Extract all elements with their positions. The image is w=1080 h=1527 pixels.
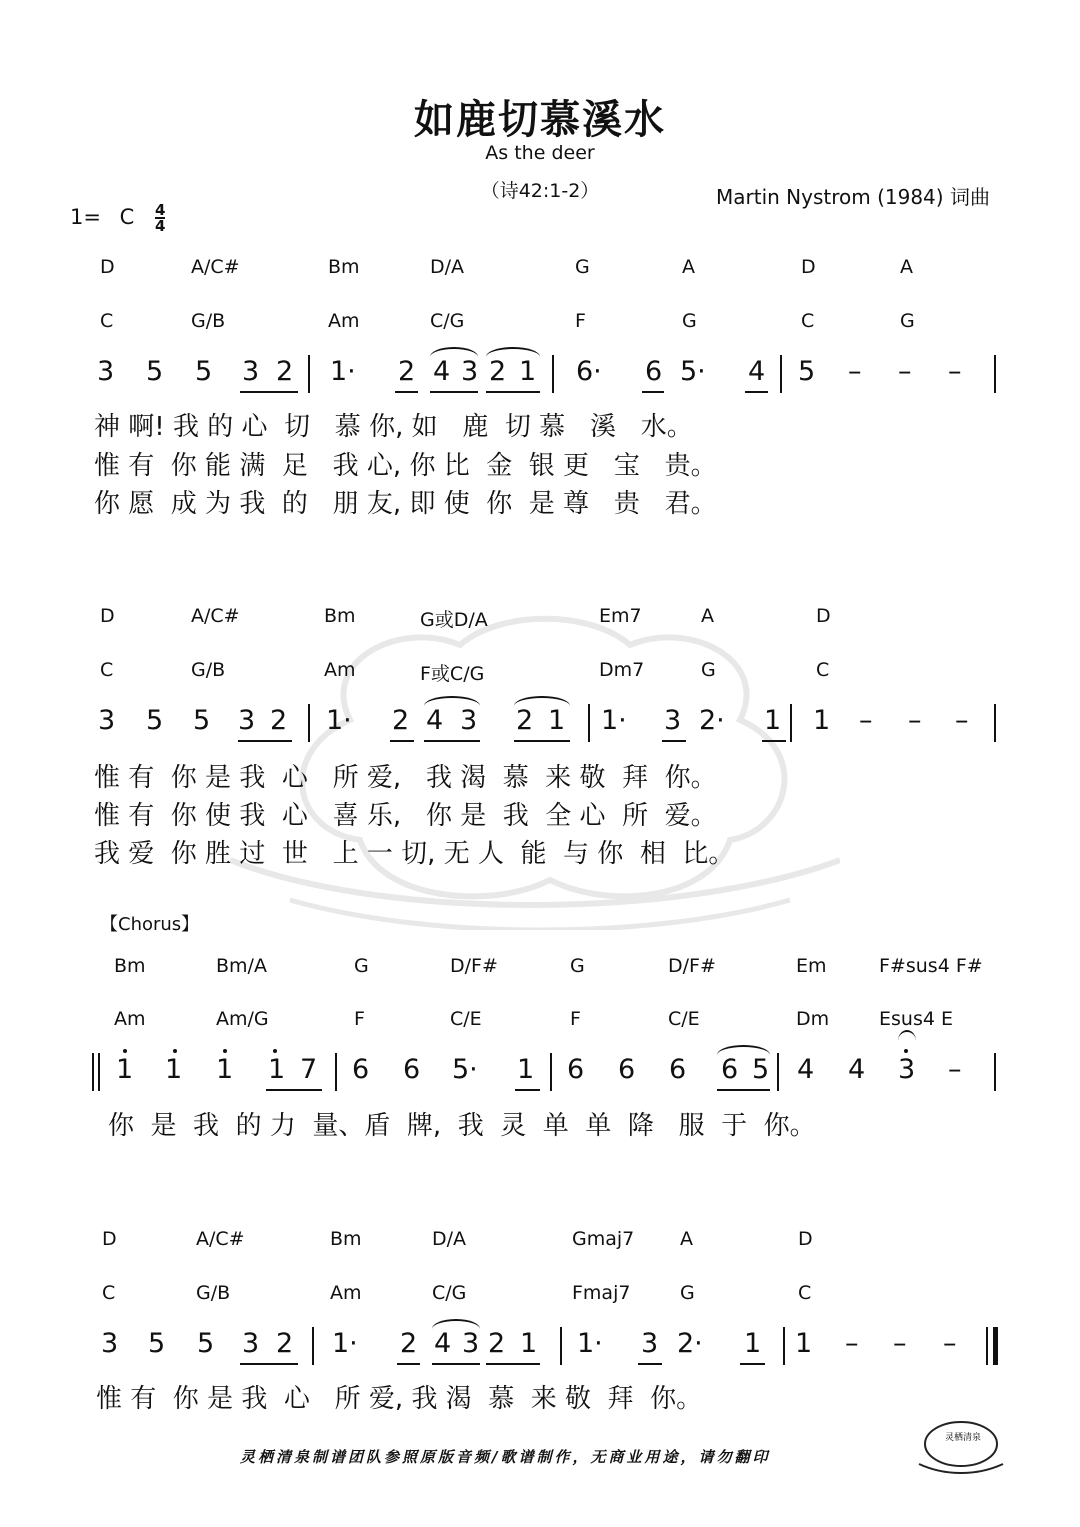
- note: 5: [146, 356, 164, 387]
- note: –: [848, 356, 862, 387]
- note: 6: [618, 1054, 636, 1085]
- note: 5: [197, 1328, 215, 1359]
- barline: [783, 1327, 785, 1365]
- note: 1: [520, 1328, 538, 1359]
- note: 3: [641, 1328, 659, 1359]
- barline: [777, 1053, 779, 1091]
- note: 3: [461, 356, 479, 387]
- chord-upper: A: [680, 1228, 693, 1250]
- note: 6: [567, 1054, 585, 1085]
- author-credit: Martin Nystrom (1984) 词曲: [716, 185, 990, 209]
- chord-upper: A/C#: [191, 605, 240, 627]
- chord-upper: G: [570, 955, 585, 977]
- chord-upper: D/F#: [450, 955, 498, 977]
- note: 5·: [452, 1054, 478, 1085]
- note: 1: [165, 1054, 183, 1085]
- note: 5: [148, 1328, 166, 1359]
- eighth-underline: [745, 391, 768, 393]
- note: 7: [300, 1054, 318, 1085]
- chord-lower: F: [575, 310, 586, 332]
- note: 1: [216, 1054, 234, 1085]
- note: 5: [146, 705, 164, 736]
- time-top: 4: [155, 201, 166, 219]
- note: 3: [98, 705, 116, 736]
- barline: [994, 355, 996, 393]
- chord-lower: C/G: [432, 1282, 467, 1304]
- note: 4: [848, 1054, 866, 1085]
- chord-lower: C: [100, 310, 114, 332]
- note: 2: [392, 705, 410, 736]
- chord-upper: G: [354, 955, 369, 977]
- barline: [335, 1053, 337, 1091]
- slur: [432, 1319, 480, 1329]
- note: 5: [798, 356, 816, 387]
- eighth-underline: [717, 1089, 770, 1091]
- barline: [780, 355, 782, 393]
- slur: [430, 347, 478, 357]
- chord-upper: Bm: [330, 1228, 362, 1250]
- chord-lower: G/B: [196, 1282, 231, 1304]
- note: 3: [97, 356, 115, 387]
- eighth-underline: [397, 1363, 420, 1365]
- note: 1: [517, 1054, 535, 1085]
- note: 1: [813, 705, 831, 736]
- slur: [486, 347, 540, 357]
- chord-upper: Bm: [114, 955, 146, 977]
- note: –: [845, 1328, 859, 1359]
- chord-lower: G: [900, 310, 915, 332]
- note: 2·: [699, 705, 725, 736]
- barline: [994, 704, 996, 742]
- note: 2: [488, 1328, 506, 1359]
- note: 4: [426, 705, 444, 736]
- barline: [308, 355, 310, 393]
- chord-lower: F: [570, 1008, 581, 1030]
- chord-upper: A: [900, 256, 913, 278]
- note: 2: [489, 356, 507, 387]
- key-signature: [70, 203, 165, 233]
- chord-upper: D: [100, 256, 115, 278]
- high-octave-dot: [123, 1049, 127, 1053]
- chord-lower: Am/G: [216, 1008, 269, 1030]
- eighth-underline: [486, 1363, 540, 1365]
- logo-icon: [915, 1414, 1007, 1476]
- note: 1: [116, 1054, 134, 1085]
- barline: [560, 1327, 562, 1365]
- key-prefix: 1=: [70, 205, 101, 229]
- note: 1·: [332, 1328, 358, 1359]
- note: 3: [242, 356, 260, 387]
- chord-lower: Dm7: [599, 659, 645, 681]
- note: 1: [764, 705, 782, 736]
- note: 1: [744, 1328, 762, 1359]
- chord-upper: A: [682, 256, 695, 278]
- chord-lower: Am: [114, 1008, 146, 1030]
- lyric-line: 你 是 我 的 力 量、盾 牌, 我 灵 单 单 降 服 于 你。: [108, 1111, 816, 1141]
- barline: [312, 1327, 314, 1365]
- chord-lower: Am: [328, 310, 360, 332]
- lyric-line: 神 啊! 我 的 心 切 慕 你, 如 鹿 切 慕 溪 水。: [94, 412, 693, 442]
- lyric-line: 惟 有 你 是 我 心 所 爱, 我 渴 慕 来 敬 拜 你。: [96, 1384, 703, 1414]
- barline: [92, 1053, 94, 1091]
- note: 1: [268, 1054, 286, 1085]
- note: 3: [242, 1328, 260, 1359]
- note: 4: [748, 356, 766, 387]
- note: 5: [193, 705, 211, 736]
- lyric-line: 你 愿 成 为 我 的 朋 友, 即 使 你 是 尊 贵 君。: [94, 489, 717, 519]
- eighth-underline: [515, 1089, 540, 1091]
- chord-lower: G: [701, 659, 716, 681]
- chord-lower: C/E: [450, 1008, 482, 1030]
- chord-lower: G/B: [191, 310, 226, 332]
- note: 5: [195, 356, 213, 387]
- high-octave-dot: [904, 1049, 908, 1053]
- eighth-underline: [762, 740, 786, 742]
- chord-upper: Em: [796, 955, 827, 977]
- note: 6: [645, 356, 663, 387]
- barline: [98, 1053, 100, 1091]
- eighth-underline: [662, 740, 686, 742]
- chord-lower: C: [816, 659, 830, 681]
- chord-upper: Bm: [328, 256, 360, 278]
- note: 5·: [680, 356, 706, 387]
- chord-lower: C: [100, 659, 114, 681]
- chord-lower: Dm: [796, 1008, 830, 1030]
- chord-lower: F或C/G: [420, 663, 485, 685]
- eighth-underline: [240, 391, 298, 393]
- barline: [994, 1053, 996, 1091]
- lyric-line: 惟 有 你 能 满 足 我 心, 你 比 金 银 更 宝 贵。: [94, 451, 717, 481]
- chord-lower: Am: [330, 1282, 362, 1304]
- eighth-underline: [395, 391, 418, 393]
- chord-upper: D/F#: [668, 955, 716, 977]
- eighth-underline: [266, 1089, 322, 1091]
- chord-upper: D: [816, 605, 831, 627]
- barline: [552, 355, 554, 393]
- note: 3: [101, 1328, 119, 1359]
- eighth-underline: [638, 1363, 662, 1365]
- eighth-underline: [740, 1363, 765, 1365]
- note: 3: [462, 1328, 480, 1359]
- note: 6: [403, 1054, 421, 1085]
- note: 1·: [330, 356, 356, 387]
- chord-lower: Am: [324, 659, 356, 681]
- eighth-underline: [432, 1363, 480, 1365]
- note: –: [948, 356, 962, 387]
- note: –: [859, 705, 873, 736]
- chord-upper: F#sus4 F#: [879, 955, 983, 977]
- note: 1·: [577, 1328, 603, 1359]
- note: 2: [270, 705, 288, 736]
- chord-upper: A/C#: [196, 1228, 245, 1250]
- chord-lower: G: [680, 1282, 695, 1304]
- chord-upper: Bm: [324, 605, 356, 627]
- note: 3: [460, 705, 478, 736]
- chord-lower: Fmaj7: [572, 1282, 631, 1304]
- barline: [986, 1327, 988, 1365]
- chord-upper: Bm/A: [216, 955, 267, 977]
- barline: [308, 704, 310, 742]
- note: 1: [519, 356, 537, 387]
- note: 2: [516, 705, 534, 736]
- note: 5: [752, 1054, 770, 1085]
- chord-upper: D: [798, 1228, 813, 1250]
- note: –: [943, 1328, 957, 1359]
- key-note: C: [119, 205, 135, 229]
- note: 4: [797, 1054, 815, 1085]
- final-barline: [993, 1327, 998, 1365]
- chord-upper: D: [100, 605, 115, 627]
- note: 2·: [677, 1328, 703, 1359]
- note: –: [893, 1328, 907, 1359]
- chord-lower: G/B: [191, 659, 226, 681]
- lyric-line: 惟 有 你 是 我 心 所 爱, 我 渴 慕 来 敬 拜 你。: [94, 763, 717, 793]
- chord-upper: D: [102, 1228, 117, 1250]
- lyric-line: 我 爱 你 胜 过 世 上 一 切, 无 人 能 与 你 相 比。: [94, 839, 735, 869]
- note: 6: [352, 1054, 370, 1085]
- note: 1·: [601, 705, 627, 736]
- chord-lower: C: [102, 1282, 116, 1304]
- eighth-underline: [424, 740, 480, 742]
- note: –: [955, 705, 969, 736]
- note: 2: [276, 1328, 294, 1359]
- chorus-label: 【Chorus】: [100, 914, 200, 935]
- note: –: [898, 356, 912, 387]
- chord-upper: G: [575, 256, 590, 278]
- note: 3: [664, 705, 682, 736]
- eighth-underline: [642, 391, 664, 393]
- note: 2: [400, 1328, 418, 1359]
- high-octave-dot: [173, 1049, 177, 1053]
- note: 2: [276, 356, 294, 387]
- eighth-underline: [238, 740, 292, 742]
- barline: [550, 1053, 552, 1091]
- note: 6·: [576, 356, 602, 387]
- chord-lower: Esus4 E: [879, 1008, 953, 1030]
- chord-upper: Gmaj7: [572, 1228, 635, 1250]
- high-octave-dot: [223, 1049, 227, 1053]
- note: 1: [548, 705, 566, 736]
- barline: [588, 704, 590, 742]
- logo-text: 灵栖清泉: [945, 1433, 982, 1443]
- eighth-underline: [430, 391, 478, 393]
- fermata: [898, 1030, 916, 1041]
- song-subtitle: As the deer: [485, 142, 595, 164]
- eighth-underline: [240, 1363, 298, 1365]
- note: 3: [238, 705, 256, 736]
- chord-upper: D/A: [430, 256, 465, 278]
- slur: [717, 1045, 770, 1055]
- note: 6: [721, 1054, 739, 1085]
- chord-lower: C/G: [430, 310, 465, 332]
- eighth-underline: [486, 391, 540, 393]
- eighth-underline: [514, 740, 570, 742]
- chord-upper: D: [801, 256, 816, 278]
- note: 4: [433, 356, 451, 387]
- eighth-underline: [390, 740, 414, 742]
- time-signature: [155, 203, 165, 233]
- note: –: [948, 1054, 962, 1085]
- lyric-line: 惟 有 你 使 我 心 喜 乐, 你 是 我 全 心 所 爱。: [94, 801, 717, 831]
- chord-upper: A: [701, 605, 714, 627]
- chord-upper: D/A: [432, 1228, 467, 1250]
- high-octave-dot: [273, 1049, 277, 1053]
- note: 1: [795, 1328, 813, 1359]
- note: 2: [398, 356, 416, 387]
- chord-upper: G或D/A: [420, 609, 488, 631]
- chord-lower: C: [798, 1282, 812, 1304]
- time-bottom: 4: [155, 217, 166, 235]
- barline: [790, 704, 792, 742]
- footer-note: 灵栖清泉制谱团队参照原版音频/歌谱制作，无商业用途，请勿翻印: [240, 1448, 771, 1466]
- scripture-reference: （诗42:1-2）: [480, 180, 600, 202]
- chord-lower: C: [801, 310, 815, 332]
- chord-upper: A/C#: [191, 256, 240, 278]
- note: 3: [898, 1054, 916, 1085]
- note: –: [908, 705, 922, 736]
- chord-upper: Em7: [599, 605, 642, 627]
- note: 4: [434, 1328, 452, 1359]
- song-title: 如鹿切慕溪水: [414, 97, 666, 143]
- note: 6: [669, 1054, 687, 1085]
- note: 1·: [326, 705, 352, 736]
- chord-lower: C/E: [668, 1008, 700, 1030]
- chord-lower: F: [354, 1008, 365, 1030]
- chord-lower: G: [682, 310, 697, 332]
